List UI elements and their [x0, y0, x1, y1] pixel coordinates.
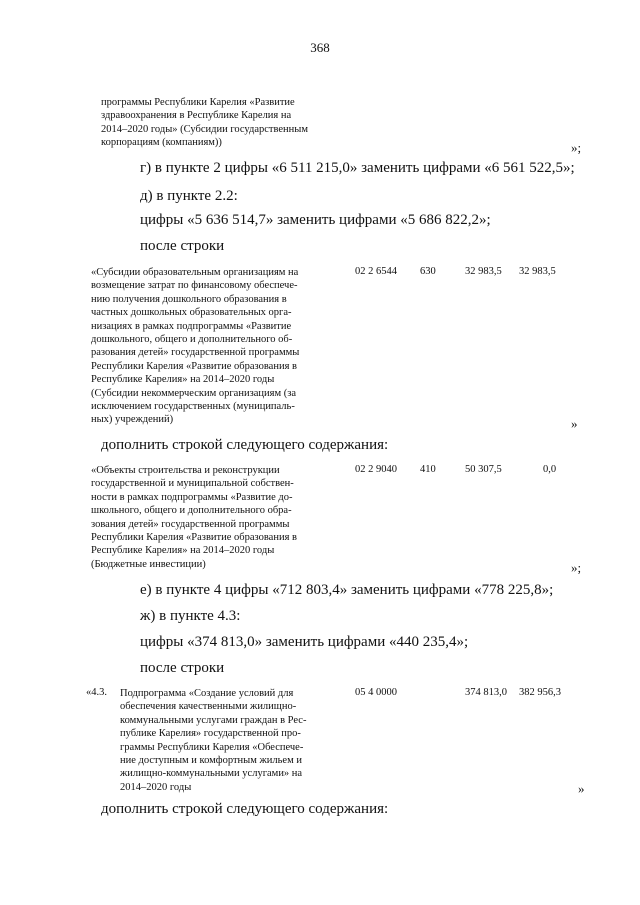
row-code: 02 2 6544: [355, 266, 397, 277]
row-amount-1: 50 307,5: [465, 464, 502, 475]
row-amount-2: 382 956,3: [519, 687, 561, 698]
instruction-e: е) в пункте 4 цифры «712 803,4» заменить цифрами «778 225,8»;: [140, 582, 554, 598]
instruction-zh-figures: цифры «374 813,0» заменить цифрами «440 235,4»;: [140, 634, 469, 650]
closing-quote-mark: »;: [571, 560, 582, 575]
add-row-1-text: дополнить строкой следующего содержания:: [101, 437, 389, 453]
row-amount-2: 32 983,5: [519, 266, 556, 277]
instruction-zh: ж) в пункте 4.3:: [140, 608, 241, 624]
row-label: «4.3.: [86, 687, 107, 698]
row-code: 02 2 9040: [355, 464, 397, 475]
row-amount-2: 0,0: [543, 464, 557, 475]
row-type: 410: [420, 464, 436, 475]
row-amount-1: 374 813,0: [465, 687, 507, 698]
row-description: «Объекты строительства и реконструкции государственной и муниципальной собствен- ности в рамках подпрограммы «Развитие до- школьного, общего и дополнительного обра- зования детей» государственной программы Республики Карелия «Развитие образования в Республике Карелия» на 2014–2020 годы (Бюджетные инвестиции): [91, 465, 297, 570]
row-description: Подпрограмма «Создание условий для обеспечения качественными жилищно- коммунальными услугами граждан в Рес- публике Карелия» государственной про- граммы Республики Карелия «Обеспече- ние доступным и комфортным жильем и жилищно-коммунальными услугами» на 2014–2020 годы: [120, 688, 307, 793]
row-code: 05 4 0000: [355, 687, 397, 698]
after-row-2-text: после строки: [140, 660, 225, 676]
row-amount-1: 32 983,5: [465, 266, 502, 277]
add-row-2-text: дополнить строкой следующего содержания:: [101, 801, 389, 817]
row-type: 630: [420, 266, 436, 277]
instruction-d-figures: цифры «5 636 514,7» заменить цифрами «5 686 822,2»;: [140, 212, 491, 228]
closing-quote-mark: »: [571, 416, 578, 431]
page-number: 368: [310, 40, 330, 55]
row-description: «Субсидии образовательным организациям на возмещение затрат по финансовому обеспече- нию получения дошкольного образования в частных дошкольных образовательных орга- низациях в рамках подпрограммы «Развитие дошкольного, общего и дополнительного об- разования детей» государственной программы Республики Карелия «Развитие образования в Республике Карелия» на 2014–2020 годы (Субсидии некоммерческим организациям (за исключением государственных (муниципаль- ных) учреждений): [91, 267, 300, 426]
closing-quote-mark: »: [578, 781, 585, 796]
instruction-d: д) в пункте 2.2:: [140, 188, 238, 204]
after-row-1-text: после строки: [140, 238, 225, 254]
closing-quote-mark: »;: [571, 140, 582, 155]
instruction-g: г) в пункте 2 цифры «6 511 215,0» заменить цифрами «6 561 522,5»;: [140, 160, 575, 176]
program-fragment-text: программы Республики Карелия «Развитие здравоохранения в Республике Карелия на 2014–2020 годы» (Субсидии государственным корпорациям (компаниям)): [101, 97, 308, 149]
